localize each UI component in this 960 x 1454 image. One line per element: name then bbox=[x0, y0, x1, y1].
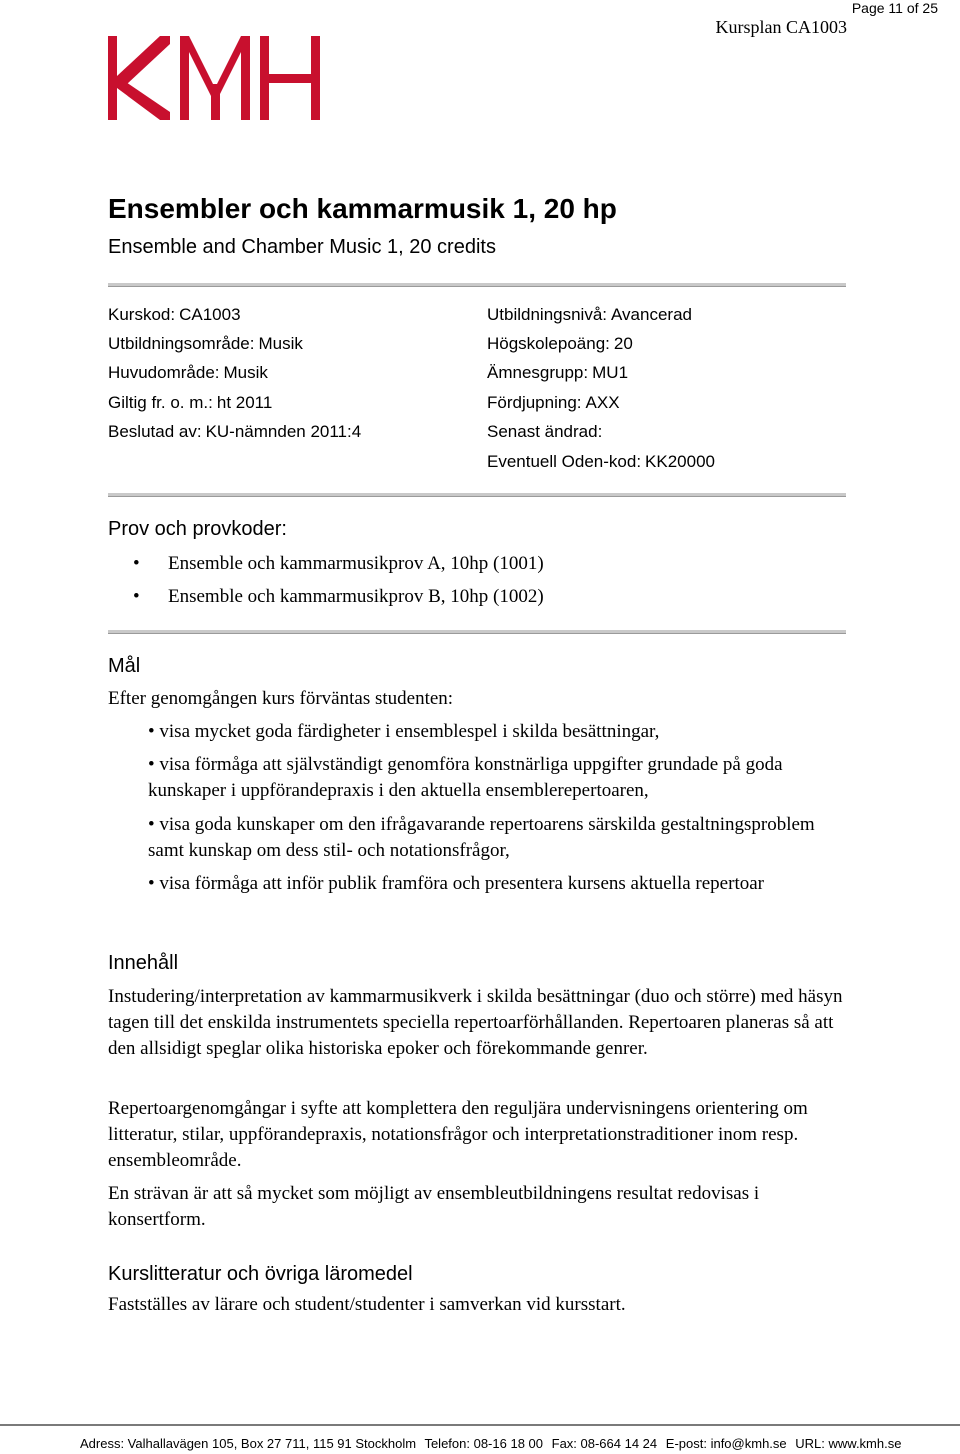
content-heading: Innehåll bbox=[108, 952, 179, 974]
literature-heading: Kurslitteratur och övriga läromedel bbox=[108, 1263, 413, 1285]
kmh-logo bbox=[108, 32, 320, 120]
meta-valid-from: Giltig fr. o. m.: ht 2011 bbox=[108, 393, 273, 412]
goals-heading: Mål bbox=[108, 655, 141, 677]
goal-item: • visa goda kunskaper om den ifrågavarande repertoarens särskilda gestaltningsproblem samt kunskap om dess stil- och notationsfrågor, bbox=[148, 814, 815, 861]
meta-education-level: Utbildningsnivå: Avancerad bbox=[487, 305, 692, 324]
meta-last-changed: Senast ändrad: bbox=[487, 422, 603, 441]
bullet-icon: • bbox=[133, 586, 140, 607]
list-item: • Ensemble och kammarmusikprov B, 10hp (1002) bbox=[133, 586, 544, 607]
footer-url: URL: www.kmh.se bbox=[795, 1436, 902, 1451]
footer-divider bbox=[0, 1424, 960, 1426]
goal-item: • visa förmåga att inför publik framföra och presentera kursens aktuella repertoar bbox=[148, 873, 764, 894]
content-paragraph: Instudering/interpretation av kammarmusikverk i skilda besättningar (duo och större) med häsyn tagen till det enskilda instrumentets speciella repertoarförhållanden. Repertoaren planeras så att den allsidigt speglar olika historiska epoker och förekommande genrer. bbox=[108, 986, 843, 1059]
meta-course-code: Kurskod: CA1003 bbox=[108, 305, 241, 324]
course-subtitle: Ensemble and Chamber Music 1, 20 credits bbox=[108, 236, 496, 258]
meta-depth: Fördjupning: AXX bbox=[487, 393, 620, 412]
meta-main-area: Huvudområde: Musik bbox=[108, 363, 268, 382]
divider bbox=[108, 630, 846, 634]
content-paragraph: En strävan är att så mycket som möjligt av ensembleutbildningens resultat redovisas i konsertform. bbox=[108, 1183, 760, 1230]
exams-heading: Prov och provkoder: bbox=[108, 518, 287, 540]
literature-text: Fastställes av lärare och student/studenter i samverkan vid kursstart. bbox=[108, 1294, 626, 1315]
content-paragraph: Repertoargenomgångar i syfte att komplettera den reguljära undervisningens orientering om litteratur, stilar, uppförandepraxis, notationsfrågor och interpretationstraditioner inom resp. ensembleområde. bbox=[108, 1098, 808, 1171]
meta-oden-code: Eventuell Oden-kod: KK20000 bbox=[487, 452, 715, 471]
goal-item: • visa förmåga att självständigt genomföra konstnärliga uppgifter grundade på goda kunskaper i uppförandepraxis i den aktuella ensemblerepertoaren, bbox=[148, 754, 783, 801]
page-number: Page 11 of 25 bbox=[851, 0, 938, 16]
meta-subject-group: Ämnesgrupp: MU1 bbox=[487, 363, 629, 382]
footer-email: E-post: info@kmh.se bbox=[665, 1436, 787, 1451]
footer-fax: Fax: 08-664 14 24 bbox=[551, 1436, 658, 1451]
footer-address: Adress: Valhallavägen 105, Box 27 711, 115 91 Stockholm bbox=[80, 1436, 417, 1451]
meta-education-area: Utbildningsområde: Musik bbox=[108, 334, 303, 353]
divider bbox=[108, 283, 846, 287]
goal-item: • visa mycket goda färdigheter i ensemblespel i skilda besättningar, bbox=[148, 721, 660, 742]
meta-credits: Högskolepoäng: 20 bbox=[487, 334, 633, 353]
course-title: Ensembler och kammarmusik 1, 20 hp bbox=[108, 193, 617, 224]
document-code: Kursplan CA1003 bbox=[715, 17, 847, 37]
footer-phone: Telefon: 08-16 18 00 bbox=[424, 1436, 543, 1451]
meta-decided-by: Beslutad av: KU-nämnden 2011:4 bbox=[108, 422, 362, 441]
bullet-icon: • bbox=[133, 553, 140, 574]
divider bbox=[108, 493, 846, 497]
footer bbox=[80, 1436, 906, 1451]
list-item: • Ensemble och kammarmusikprov A, 10hp (1001) bbox=[133, 553, 544, 574]
goals-intro: Efter genomgången kurs förväntas studenten: bbox=[108, 688, 454, 709]
